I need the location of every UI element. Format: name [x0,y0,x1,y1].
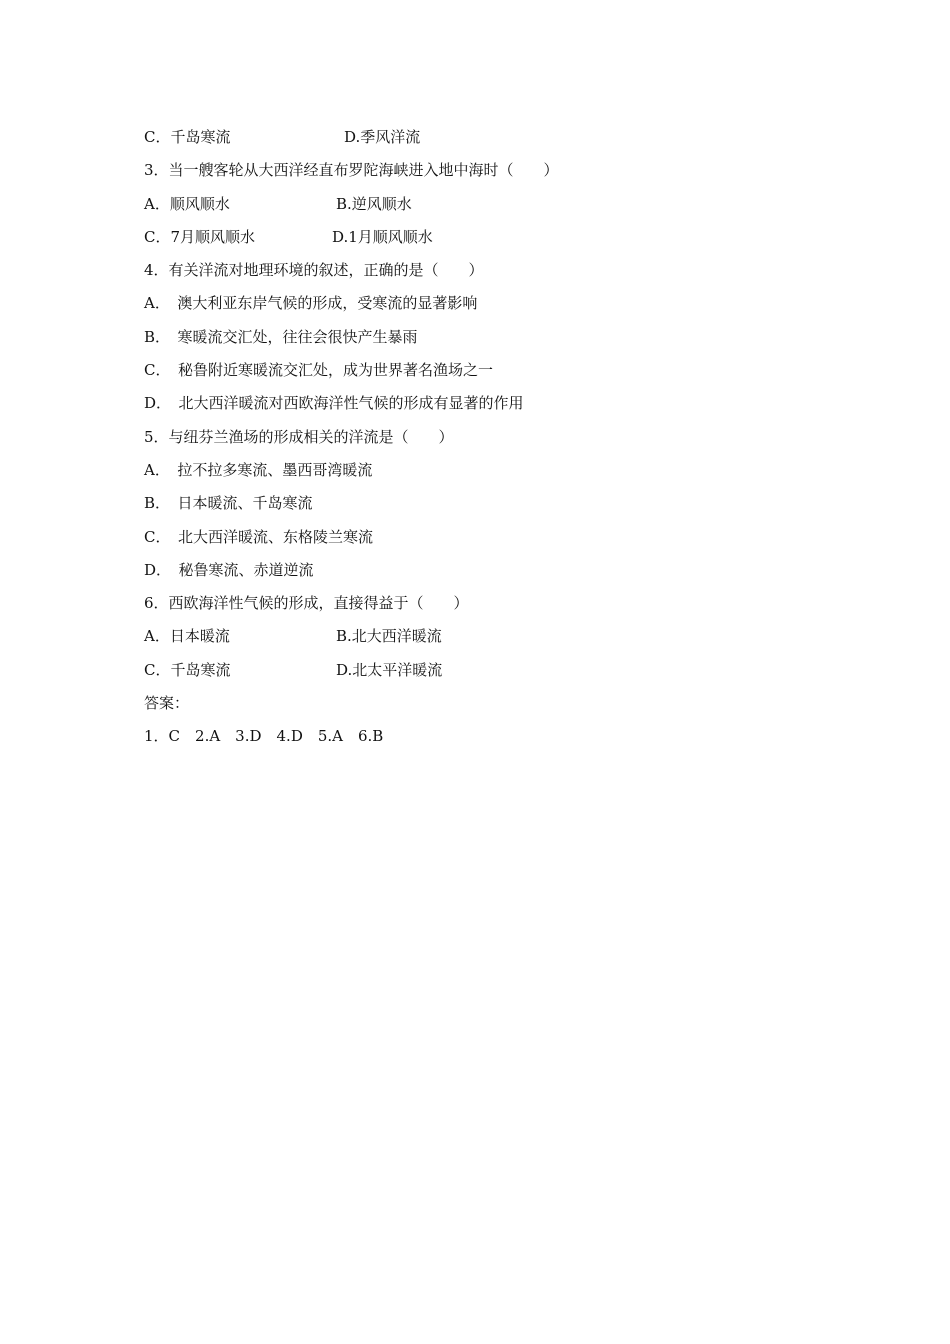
q5-option-b: B． 日本暖流、千岛寒流 [144,494,313,513]
q5-option-d: D． 秘鲁寒流、赤道逆流 [144,560,314,579]
q4-stem: 4．有关洋流对地理环境的叙述，正确的是（ ） [144,261,484,280]
q6-options-row-1 [144,623,824,656]
q3-options-row-1 [144,191,824,224]
q5-stem: 5．与纽芬兰渔场的形成相关的洋流是（ ） [144,427,454,446]
q5-option-a: A． 拉不拉多寒流、墨西哥湾暖流 [144,460,373,479]
q2-option-d: D.季风洋流 [344,128,421,146]
q6-stem: 6．西欧海洋性气候的形成，直接得益于（ ） [144,594,469,613]
q4-option-c: C． 秘鲁附近寒暖流交汇处，成为世界著名渔场之一 [144,361,493,380]
q3-option-b: B.逆风顺水 [336,194,412,213]
q5-option-c: C． 北大西洋暖流、东格陵兰寒流 [144,527,373,546]
q3-option-d: D.1月顺风顺水 [332,227,433,246]
answers-text: 1．C 2.A 3.D 4.D 5.A 6.B [144,727,384,746]
q6-option-a: A．日本暖流 [144,627,230,646]
q3-option-a: A．顺风顺水 [144,194,230,213]
q4-option-b: B． 寒暖流交汇处，往往会很快产生暴雨 [144,327,418,346]
q4-option-d: D． 北大西洋暖流对西欧海洋性气候的形成有显著的作用 [144,394,524,413]
q6-options-row-2 [144,657,824,690]
q3-options-row-2 [144,224,824,257]
q6-option-d: D.北太平洋暖流 [336,660,443,679]
document-content [144,124,824,757]
q3-stem: 3．当一艘客轮从大西洋经直布罗陀海峡进入地中海时（ ） [144,161,559,180]
q6-option-b: B.北大西洋暖流 [336,627,442,646]
q2-options-row [144,124,824,157]
q2-option-c: C．千岛寒流 [144,128,231,146]
answers-label: 答案： [144,694,190,713]
q6-option-c: C．千岛寒流 [144,660,231,679]
q3-option-c: C．7月顺风顺水 [144,227,256,246]
q4-option-a: A． 澳大利亚东岸气候的形成，受寒流的显著影响 [144,294,478,313]
